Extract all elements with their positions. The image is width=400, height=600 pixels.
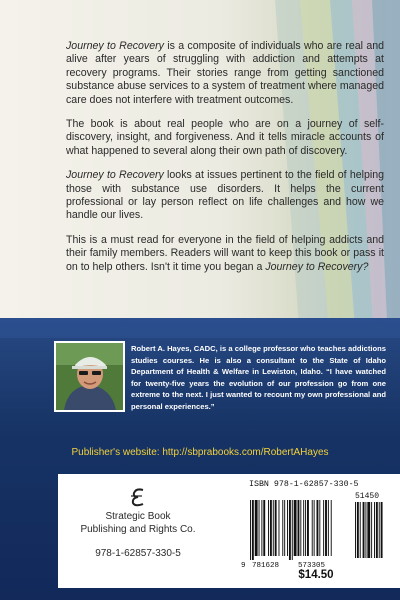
barcode-bar	[261, 500, 262, 556]
barcode-bar	[300, 500, 301, 556]
barcode-addon-bar	[381, 502, 383, 558]
barcode-addon-bar	[376, 502, 378, 558]
publisher-name-line2: Publishing and Rights Co.	[80, 524, 196, 535]
barcode-bar	[275, 500, 277, 556]
barcode-area	[241, 480, 391, 586]
barcode-addon-bar	[374, 502, 375, 558]
barcode-addon-bar	[365, 502, 366, 558]
barcode-bar	[284, 500, 285, 556]
barcode-bar	[263, 500, 265, 556]
blurb-paragraph-1	[66, 40, 384, 107]
book-description	[66, 40, 384, 285]
barcode-left-digits: 781628	[252, 562, 280, 569]
publisher-isbn: 978-1-62857-330-5	[95, 548, 181, 559]
blurb-text: This is a must read for everyone in the field of helping addicts and their family members. Readers will want to keep this book or pass it on to help others. Isn't it time you began a	[66, 233, 384, 273]
barcode-bar	[279, 500, 280, 556]
barcode-bar	[292, 500, 293, 560]
author-bio: Robert A. Hayes, CADC, is a college professor who teaches addictions studies courses. He is also a consultant to the State of Idaho Department of Health & Welfare in Lewiston, Idaho. “I have watched for twenty-five years the evolution of our profession go from one extreme to the next. I just wanted to recount my own professional and personal experiences.”	[131, 344, 386, 411]
barcode-addon-digits: 51450	[355, 492, 380, 501]
barcode-bar	[268, 500, 269, 556]
book-title-italic: Journey to Recovery?	[265, 260, 369, 273]
barcode-bar	[312, 500, 313, 556]
barcode-bar	[255, 500, 258, 556]
barcode-icon	[241, 491, 391, 569]
barcode-bar	[289, 500, 291, 560]
blurb-text: looks at issues pertinent to the field of helping those with substance use disorders. It helps the current professional or lay person reflect on life challenges and how we handle our lives.	[66, 169, 384, 222]
barcode-addon-bar	[367, 502, 370, 558]
barcode-bar	[252, 500, 254, 560]
blurb-text: is a composite of individuals who are real and alive after years of struggling with addiction and attempts at recovery programs. Their stories range from getting sanctioned substance abuse services to a system of treatment where managed care does not interfere with treatment outcomes.	[66, 40, 385, 106]
barcode-first-digit: 9	[241, 562, 246, 569]
blurb-paragraph-2: The book is about real people who are on a journey of self-discovery, insight, and forgiveness. And it tells miracle accounts of what happened to several along their own path of discovery.	[66, 118, 384, 157]
barcode-bar	[287, 500, 288, 556]
barcode-addon-bar	[363, 502, 365, 558]
barcode-bar	[282, 500, 283, 556]
barcode-bar	[323, 500, 324, 556]
barcode-bar	[273, 500, 274, 556]
book-title-italic: Journey to Recovery	[66, 40, 164, 52]
blurb-paragraph-4	[66, 234, 384, 274]
publisher-logo-icon	[127, 486, 149, 508]
barcode-bar	[303, 500, 304, 556]
barcode-bar	[331, 500, 332, 556]
barcode-bar	[319, 500, 320, 556]
barcode-addon-bar	[357, 502, 359, 558]
barcode-bar	[294, 500, 297, 556]
barcode-bar	[250, 500, 251, 560]
publisher-name-line1: Strategic Book	[105, 511, 171, 522]
publisher-barcode-box	[58, 474, 400, 588]
barcode-bar	[328, 500, 329, 556]
barcode-bar	[259, 500, 260, 556]
barcode-bar	[317, 500, 319, 556]
barcode-right-digits: 573305	[298, 562, 326, 569]
publisher-website[interactable]: Publisher's website: http://sbprabooks.com/RobertAHayes	[71, 447, 329, 458]
barcode-addon-bar	[379, 502, 380, 558]
barcode-bar	[270, 500, 272, 556]
barcode-addon-bar	[355, 502, 356, 558]
barcode-bar	[298, 500, 300, 556]
author-photo	[54, 341, 125, 412]
barcode-bar	[305, 500, 306, 556]
barcode-bar	[325, 500, 327, 556]
barcode-addon-bar	[371, 502, 372, 558]
barcode-addon-bar	[360, 502, 361, 558]
book-title-italic: Journey to Recovery	[66, 169, 164, 182]
barcode-bar	[314, 500, 315, 556]
barcode-isbn-label: ISBN 978-1-62857-330-5	[249, 480, 359, 489]
publisher-info	[58, 486, 218, 536]
barcode-bar	[307, 500, 309, 556]
price: $14.50	[298, 569, 334, 581]
blurb-paragraph-3	[66, 169, 384, 223]
